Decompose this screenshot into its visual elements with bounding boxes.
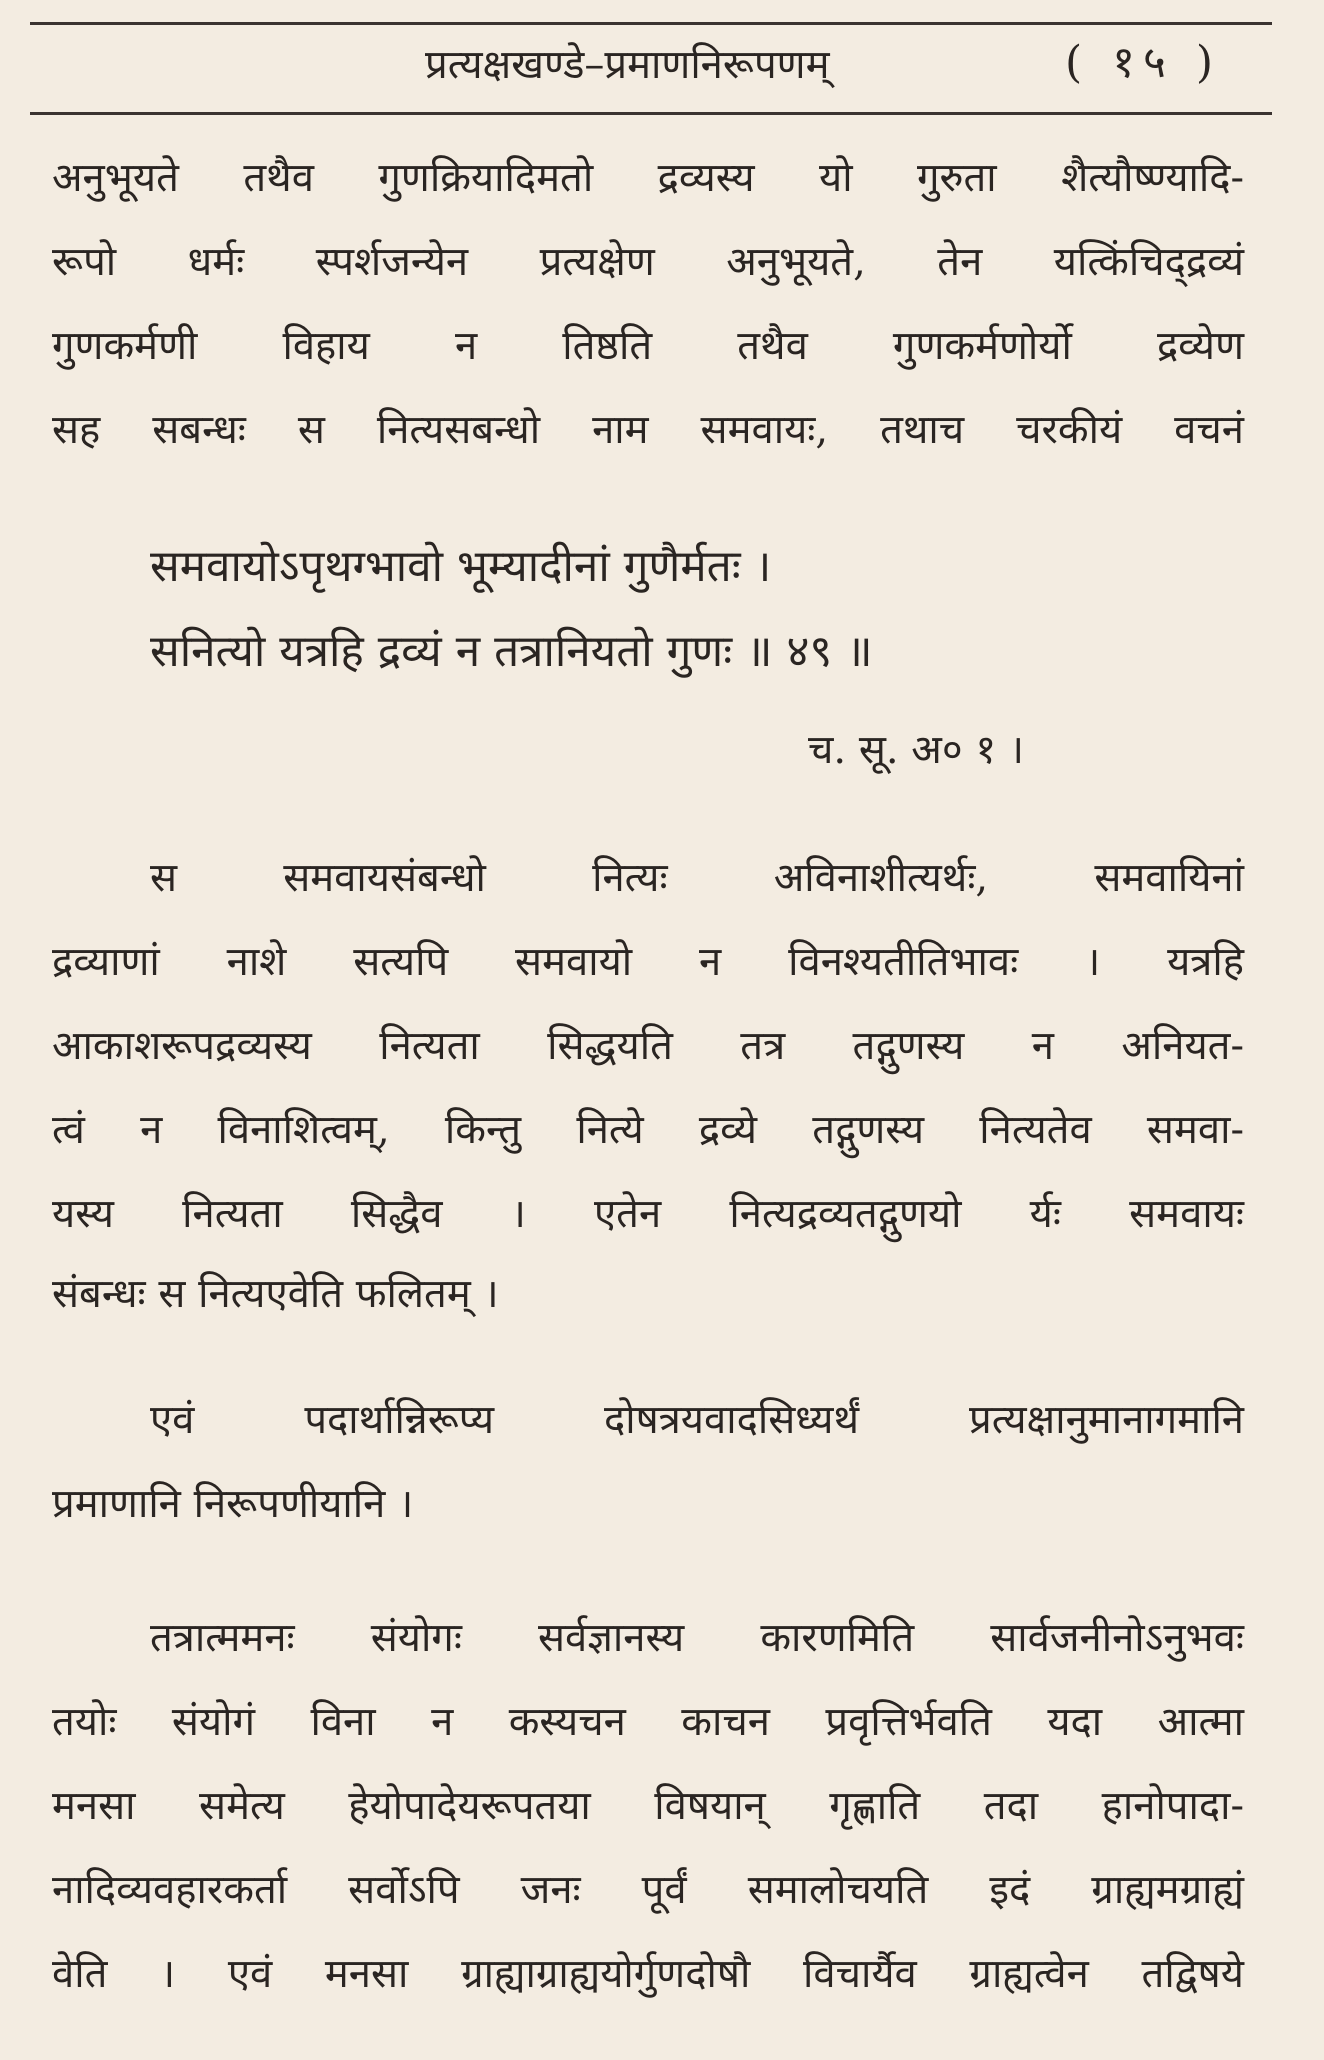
paragraph-2-line: यस्य नित्यता सिद्धैव । एतेन नित्यद्रव्यतद्गुणयो र्यः समवायः [52, 1191, 1244, 1237]
paragraph-1-line: अनुभूयते तथैव गुणक्रियादिमतो द्रव्यस्य यो गुरुता शैत्यौष्ण्यादि- [52, 155, 1244, 201]
paragraph-4-line: नादिव्यवहारकर्ता सर्वोऽपि जनः पूर्वं समालोचयति इदं ग्राह्यमग्राह्यं [52, 1867, 1244, 1913]
paragraph-4-line: मनसा समेत्य हेयोपादेयरूपतया विषयान् गृह्णाति तदा हानोपादा- [52, 1783, 1244, 1829]
paragraph-2-line: त्वं न विनाशित्वम्, किन्तु नित्ये द्रव्ये तद्गुणस्य नित्यतेव समवा- [52, 1107, 1244, 1153]
verse-line: सनित्यो यत्रहि द्रव्यं न तत्रानियतो गुणः ॥ ४९ ॥ [150, 626, 873, 677]
paragraph-2-line: द्रव्याणां नाशे सत्यपि समवायो न विनश्यतीतिभावः । यत्रहि [52, 939, 1244, 985]
paragraph-3-line: प्रमाणानि निरूपणीयानि । [52, 1481, 414, 1527]
running-header-title: प्रत्यक्षखण्डे–प्रमाणनिरूपणम् [425, 42, 830, 88]
top-rule [30, 22, 1272, 25]
paragraph-3-line: एवं पदार्थान्निरूप्य दोषत्रयवादसिध्यर्थं प्रत्यक्षानुमानागमानि [150, 1397, 1244, 1443]
paragraph-1-line: गुणकर्मणी विहाय न तिष्ठति तथैव गुणकर्मणोर्यो द्रव्येण [52, 323, 1244, 369]
verse-line: समवायोऽपृथग्भावो भूम्यादीनां गुणैर्मतः । [150, 541, 772, 592]
paragraph-2-line: स समवायसंबन्धो नित्यः अविनाशीत्यर्थः, समवायिनां [150, 855, 1244, 901]
paragraph-4-line: वेति । एवं मनसा ग्राह्याग्राह्ययोर्गुणदोषौ विचार्यैव ग्राह्यत्वेन तद्विषये [52, 1951, 1244, 1997]
header-rule [30, 112, 1272, 115]
paragraph-4-line: तयोः संयोगं विना न कस्यचन काचन प्रवृत्तिर्भवति यदा आत्मा [52, 1699, 1244, 1745]
page-number: ( १५ ) [1065, 37, 1222, 88]
paragraph-2-line: आकाशरूपद्रव्यस्य नित्यता सिद्धयति तत्र तद्गुणस्य न अनियत- [52, 1023, 1244, 1069]
paragraph-2-line: संबन्धः स नित्यएवेति फलितम् । [52, 1271, 499, 1317]
paragraph-4-line: तत्रात्ममनः संयोगः सर्वज्ञानस्य कारणमिति सार्वजनीनोऽनुभवः [150, 1615, 1244, 1661]
verse-citation: च. सू. अ० १ । [808, 727, 1025, 773]
paragraph-1-line: सह सबन्धः स नित्यसबन्धो नाम समवायः, तथाच चरकीयं वचनं [52, 407, 1244, 453]
paragraph-1-line: रूपो धर्मः स्पर्शजन्येन प्रत्यक्षेण अनुभूयते, तेन यत्किंचिद्द्रव्यं [52, 239, 1244, 285]
